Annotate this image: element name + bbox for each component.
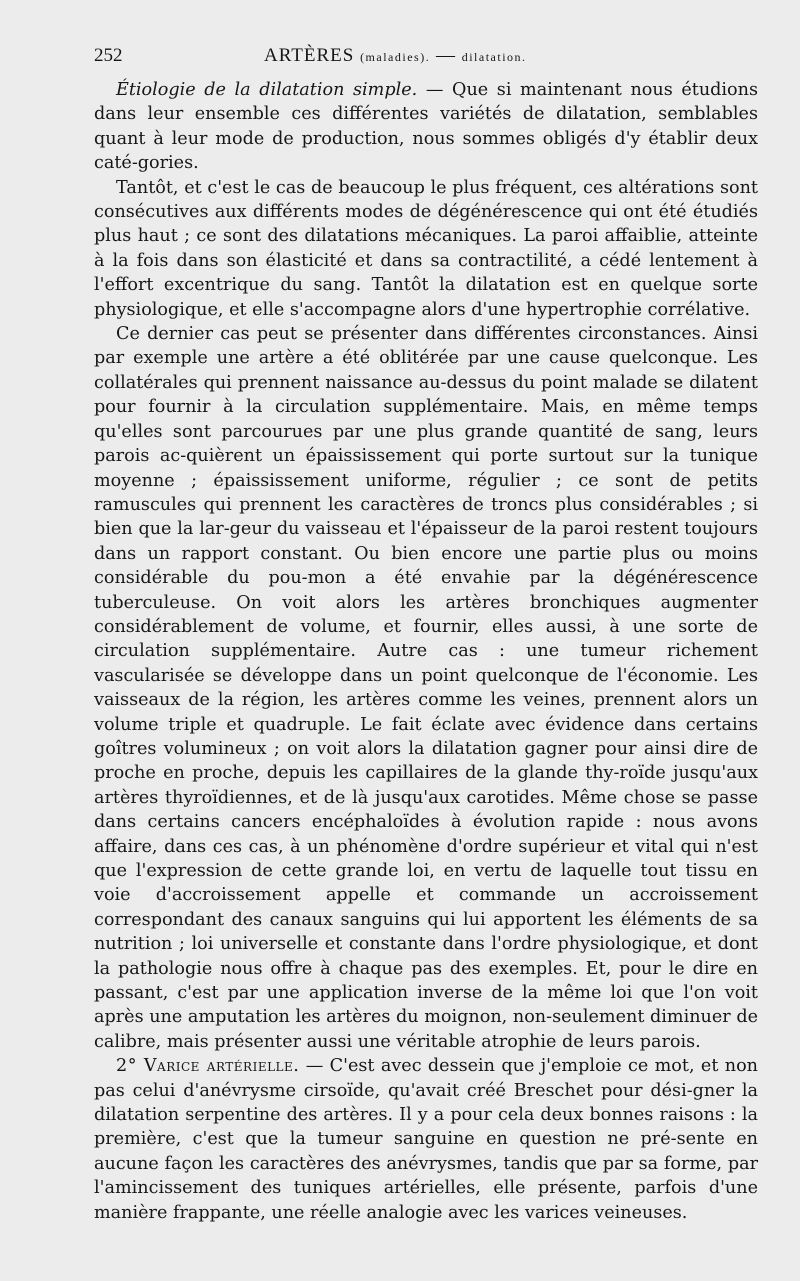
paragraph-mechanical (94, 176, 758, 322)
running-title-main: ARTÈRES (264, 45, 355, 66)
body-text (94, 78, 758, 1225)
paragraph-physiological (94, 322, 758, 1054)
running-title-paren: (maladies). (360, 50, 431, 64)
running-head (94, 44, 758, 68)
paragraph-text: Tantôt, et c'est le cas de beaucoup le plus fréquent, ces altérations sont consécutives aux différents modes de dégénérescence qui ont été étudiés plus haut ; ce sont des dilatations mécaniques. La paroi affaiblie, atteinte à la fois dans son élasticité et dans sa contractilité, a cédé lentement à l'effort excentrique du sang. Tantôt la dilatation est en quelque sorte physiologique, et elle s'accompagne alors d'une hypertrophie corrélative. (94, 177, 758, 320)
paragraph-text: — Que si maintenant nous étudions dans leur ensemble ces différentes variétés de dilatation, semblables quant à leur mode de production, nous sommes obligés d'y établir deux caté-gories. (94, 80, 759, 174)
paragraph-text: Ce dernier cas peut se présenter dans différentes circonstances. Ainsi par exemple une artère a été oblitérée par une cause quelconque. Les collatérales qui prennent naissance au-dessus du point malade se dilatent pour fournir à la circulation supplémentaire. Mais, en même temps qu'elles sont parcourues par une plus grande quantité de sang, leurs parois ac-quièrent un épaississement qui porte surtout sur la tunique moyenne ; épaississement uniforme, régulier ; ce sont de petits ramuscules qui prennent les caractères de troncs plus considérables ; si bien que la lar-geur du vaisseau et l'épaisseur de la paroi restent toujours dans un rapport constant. Ou bien encore une partie plus ou moins considérable du pou-mon a été envahie par la dégénérescence tuberculeuse. On voit alors les artères bronchiques augmenter considérablement de volume, et fournir, elles aussi, à une sorte de circulation supplémentaire. Autre cas : une tumeur richement vascularisée se développe dans un point quelconque de l'économie. Les vaisseaux de la région, les artères comme les veines, prennent alors un volume triple et quadruple. Le fait éclate avec évidence dans certains goîtres volumineux ; on voit alors la dilatation gagner pour ainsi dire de proche en proche, depuis les capillaires de la glande thy-roïde jusqu'aux artères thyroïdiennes, et de là jusqu'aux carotides. Même chose se passe dans certains cancers encéphaloïdes à évolution rapide : nous avons affaire, dans ces cas, à un phénomène d'ordre supérieur et vital qui n'est que l'expression de cette grande loi, en vertu de laquelle tout tissu en voie d'accroissement appelle et commande un accroissement correspondant des canaux sanguins qui lui apportent les éléments de sa nutrition ; loi universelle et constante dans l'ordre physiologique, et dont la pathologie nous offre à chaque pas des exemples. Et, pour le dire en passant, c'est par une application inverse de la même loi que l'on voit après une amputation les artères du moignon, non-seulement diminuer de calibre, mais présenter aussi une véritable atrophie de leurs parois. (94, 324, 758, 1052)
section-heading-varice: 2° Varice artérielle. (116, 1056, 300, 1077)
paragraph-text: — C'est avec dessein que j'emploie ce mot, et non pas celui d'anévrysme cirsoïde, qu'avait créé Breschet pour dési-gner la dilatation serpentine des artères. Il y a pour cela deux bonnes raisons : la première, c'est que la tumeur sanguine en question ne pré-sente en aucune façon les caractères des anévrysmes, tandis que par sa forme, par l'amincissement des tuniques artérielles, elle présente, parfois d'une manière frappante, une réelle analogie avec les varices veineuses. (94, 1056, 758, 1223)
running-title (264, 44, 527, 69)
paragraph-etiology (94, 78, 758, 176)
section-heading-etiology: Étiologie de la dilatation simple. (116, 80, 418, 100)
running-title-dash: — (435, 45, 456, 66)
page-number: 252 (94, 45, 123, 66)
paragraph-varice (94, 1054, 758, 1225)
running-title-sub: dilatation. (461, 50, 527, 64)
